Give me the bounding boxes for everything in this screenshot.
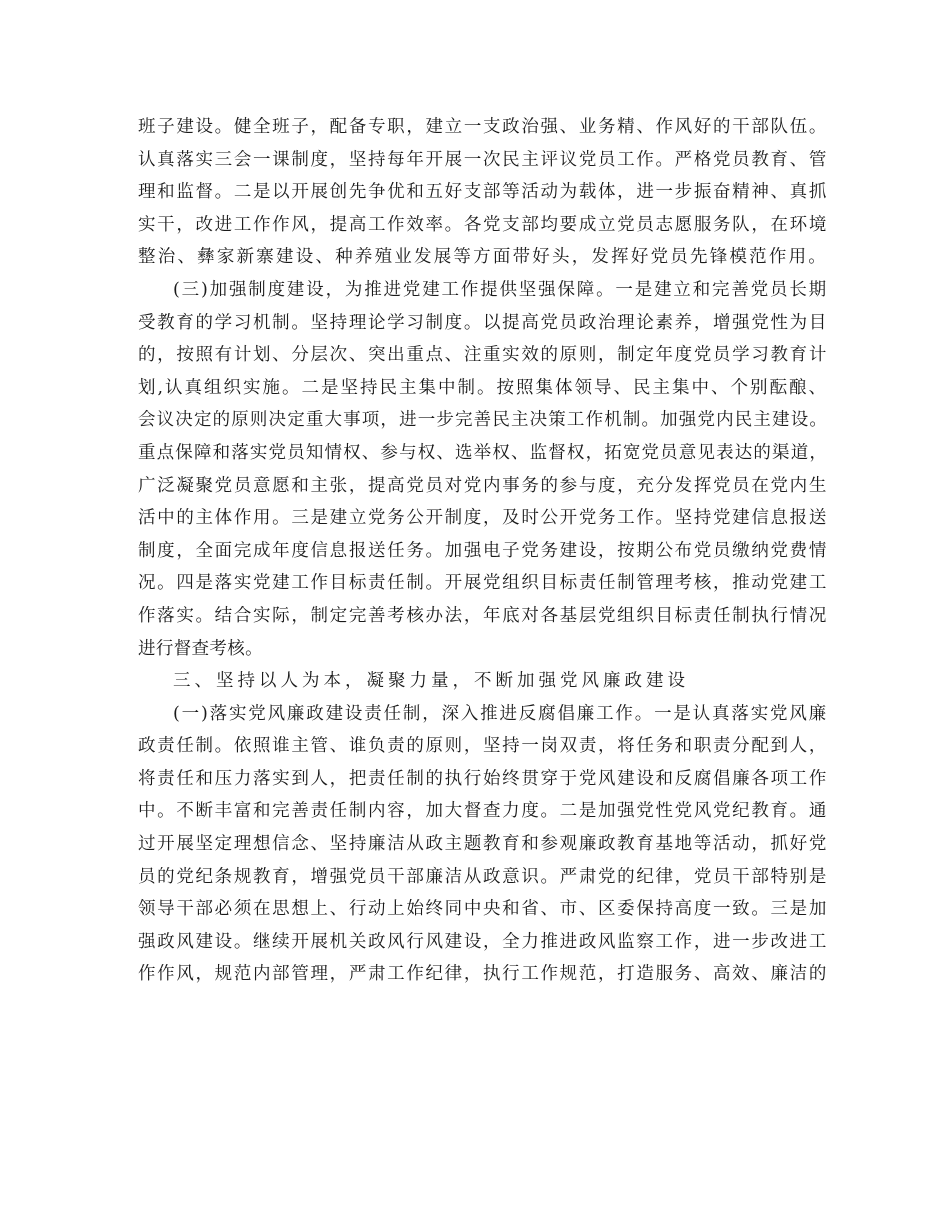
text-line: 划,认真组织实施。二是坚持民主集中制。按照集体领导、民主集中、个别酝酿、 [138, 377, 828, 398]
text-line: 的，按照有计划、分层次、突出重点、注重实效的原则，制定年度党员学习教育计 [138, 345, 828, 366]
text-line: 理和监督。二是以开展创先争优和五好支部等活动为载体，进一步振奋精神、真抓 [138, 182, 828, 203]
text-line: 实干，改进工作作风，提高工作效率。各党支部均要成立党员志愿服务队，在环境 [138, 214, 828, 235]
text-line: 过开展坚定理想信念、坚持廉洁从政主题教育和参观廉政教育基地等活动，抓好党 [138, 834, 828, 855]
text-line: 强政风建设。继续开展机关政风行风建设，全力推进政风监察工作，进一步改进工 [138, 931, 828, 952]
text-line: 进行督查考核。 [138, 638, 263, 659]
text-line: 活中的主体作用。三是建立党务公开制度，及时公开党务工作。坚持党建信息报送 [138, 508, 828, 529]
text-line: 会议决定的原则决定重大事项，进一步完善民主决策工作机制。加强党内民主建设。 [138, 410, 828, 431]
text-line: 认真落实三会一课制度，坚持每年开展一次民主评议党员工作。严格党员教育、管 [138, 149, 828, 170]
text-line: (三)加强制度建设，为推进党建工作提供坚强保障。一是建立和完善党员长期 [173, 279, 828, 300]
text-line: 整治、彝家新寨建设、种养殖业发展等方面带好头，发挥好党员先锋模范作用。 [138, 247, 828, 268]
text-line: 制度，全面完成年度信息报送任务。加强电子党务建设，按期公布党员缴纳党费情 [138, 540, 828, 561]
text-line: 受教育的学习机制。坚持理论学习制度。以提高党员政治理论素养，增强党性为目 [138, 312, 828, 333]
text-line: 重点保障和落实党员知情权、参与权、选举权、监督权，拓宽党员意见表达的渠道， [138, 442, 828, 463]
text-line: 作作风，规范内部管理，严肃工作纪律，执行工作规范，打造服务、高效、廉洁的 [138, 964, 828, 985]
text-line: 中。不断丰富和完善责任制内容，加大督查力度。二是加强党性党风党纪教育。通 [138, 801, 828, 822]
text-line: 政责任制。依照谁主管、谁负责的原则，坚持一岗双责，将任务和职责分配到人， [138, 736, 828, 757]
text-line: 员的党纪条规教育，增强党员干部廉洁从政意识。严肃党的纪律，党员干部特别是 [138, 866, 828, 887]
text-line: 作落实。结合实际，制定完善考核办法，年底对各基层党组织目标责任制执行情况 [138, 605, 828, 626]
text-line: 领导干部必须在思想上、行动上始终同中央和省、市、区委保持高度一致。三是加 [138, 899, 828, 920]
text-line: 况。四是落实党建工作目标责任制。开展党组织目标责任制管理考核，推动党建工 [138, 573, 828, 594]
text-line: 将责任和压力落实到人，把责任制的执行始终贯穿于党风建设和反腐倡廉各项工作 [138, 768, 828, 789]
text-line: (一)落实党风廉政建设责任制，深入推进反腐倡廉工作。一是认真落实党风廉 [173, 703, 828, 724]
document-page [138, 111, 828, 991]
text-line: 三、坚持以人为本，凝聚力量，不断加强党风廉政建设 [173, 671, 689, 692]
text-line: 广泛凝聚党员意愿和主张，提高党员对党内事务的参与度，充分发挥党员在党内生 [138, 475, 828, 496]
text-line: 班子建设。健全班子，配备专职，建立一支政治强、业务精、作风好的干部队伍。 [138, 117, 828, 137]
